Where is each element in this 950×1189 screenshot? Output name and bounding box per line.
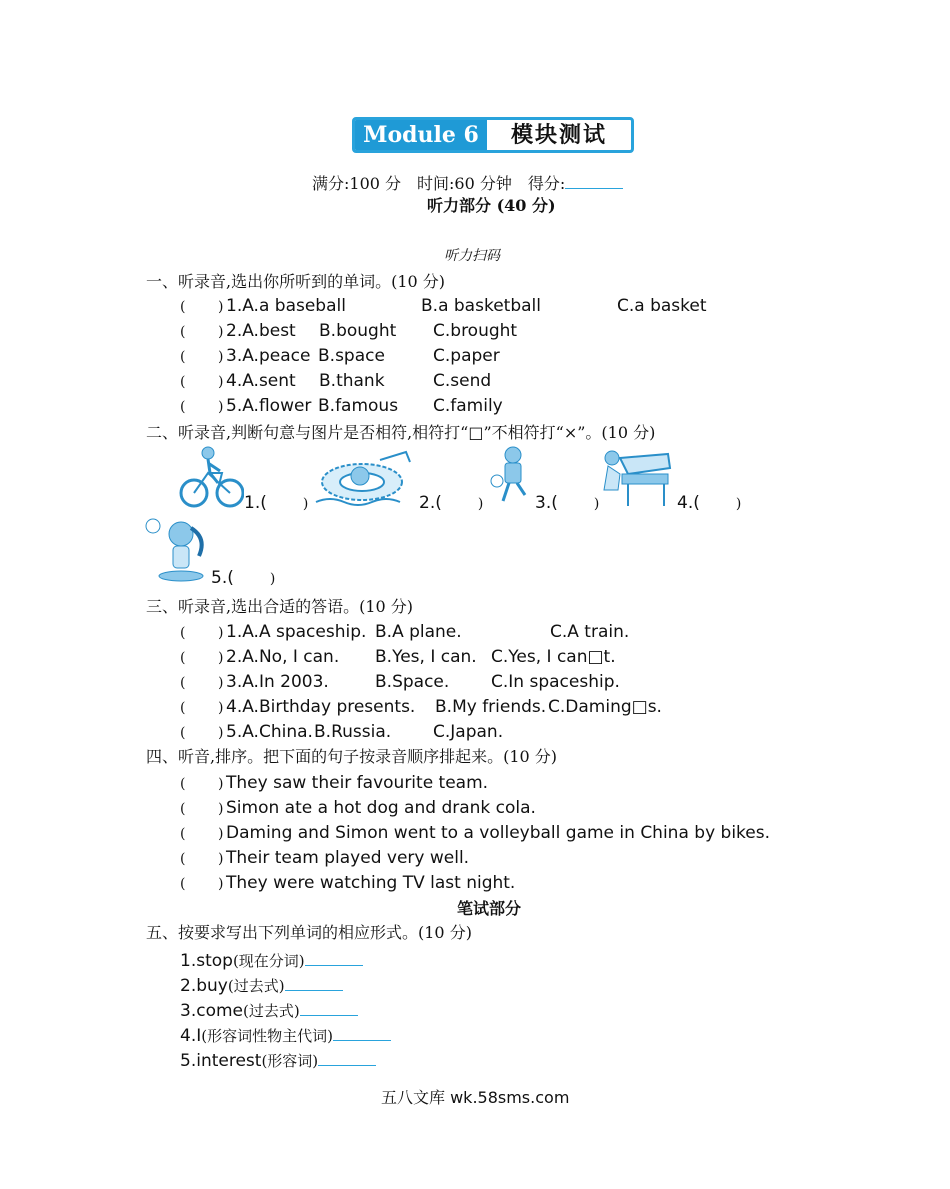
s4-close-paren-2: )	[218, 826, 224, 842]
s4-sentence-4: They were watching TV last night.	[226, 873, 516, 893]
s1-answer-slot-3[interactable]	[188, 370, 218, 390]
s4-sentence-0: They saw their favourite team.	[226, 773, 489, 793]
score-line	[312, 170, 623, 195]
s4-answer-slot-3[interactable]	[188, 847, 218, 867]
s1-option-b-1[interactable]: B.bought	[319, 321, 397, 341]
s3-option-a-1[interactable]: 2.A.No, I can.	[226, 647, 340, 667]
s4-close-paren-1: )	[218, 801, 224, 817]
s1-open-paren-1: (	[180, 324, 186, 340]
s1-close-paren-3: )	[218, 374, 224, 390]
s3-option-c-4[interactable]: C.Japan.	[433, 722, 504, 742]
s3-close-paren-4: )	[218, 725, 224, 741]
s1-option-c-1[interactable]: C.brought	[433, 321, 518, 341]
s3-open-paren-3: (	[180, 700, 186, 716]
s4-open-paren-2: (	[180, 826, 186, 842]
s4-sentence-3: Their team played very well.	[226, 848, 470, 868]
s1-close-paren-1: )	[218, 324, 224, 340]
s5-answer-blank-0[interactable]	[305, 947, 363, 966]
s3-option-c-3[interactable]: C.Daming□s.	[548, 697, 662, 717]
s3-option-c-1[interactable]: C.Yes, I can□t.	[491, 647, 616, 667]
scan-label: 听力扫码	[444, 248, 500, 264]
s5-hint-4: (形容词)	[261, 1052, 319, 1070]
s1-option-c-2[interactable]: C.paper	[433, 346, 500, 366]
s5-item-4	[180, 1047, 376, 1072]
s1-answer-slot-4[interactable]	[188, 395, 218, 415]
cyclist-picture	[178, 443, 244, 509]
module-label: Module 6	[355, 120, 487, 150]
girl-volleyball-picture	[145, 516, 209, 584]
s3-option-a-2[interactable]: 3.A.In 2003.	[226, 672, 329, 692]
s5-item-1	[180, 972, 343, 997]
s3-close-paren-2: )	[218, 675, 224, 691]
s3-answer-slot-0[interactable]	[188, 621, 218, 641]
pic-label-4: 4.( )	[677, 493, 742, 513]
s5-hint-1: (过去式)	[227, 977, 285, 995]
s1-answer-slot-0[interactable]	[188, 295, 218, 315]
module-subtitle: 模块测试	[510, 122, 607, 148]
s1-option-b-0[interactable]: B.a basketball	[421, 296, 541, 316]
swimmer-picture	[310, 446, 416, 508]
s3-option-b-3[interactable]: B.My friends.	[435, 697, 547, 717]
s5-hint-0: (现在分词)	[232, 952, 305, 970]
s1-option-c-4[interactable]: C.family	[433, 396, 503, 416]
s4-open-paren-0: (	[180, 776, 186, 792]
s3-option-b-2[interactable]: B.Space.	[375, 672, 450, 692]
piano-player-picture	[598, 440, 674, 510]
s4-answer-slot-1[interactable]	[188, 797, 218, 817]
s3-option-b-1[interactable]: B.Yes, I can.	[375, 647, 477, 667]
s3-close-paren-3: )	[218, 700, 224, 716]
s3-answer-slot-1[interactable]	[188, 646, 218, 666]
pic-label-3: 3.( )	[535, 493, 600, 513]
s1-option-c-0[interactable]: C.a basket	[617, 296, 707, 316]
s5-answer-blank-2[interactable]	[300, 997, 358, 1016]
s3-option-c-2[interactable]: C.In spaceship.	[491, 672, 620, 692]
s3-close-paren-1: )	[218, 650, 224, 666]
s3-close-paren-0: )	[218, 625, 224, 641]
s1-close-paren-4: )	[218, 399, 224, 415]
section4-heading: 四、听音,排序。把下面的句子按录音顺序排起来。(10 分)	[146, 747, 558, 766]
section2-heading: 二、听录音,判断句意与图片是否相符,相符打“□”不相符打“×”。(10 分)	[146, 423, 656, 442]
s3-answer-slot-4[interactable]	[188, 721, 218, 741]
footer: 五八文库 wk.58sms.com	[381, 1088, 570, 1107]
s4-close-paren-3: )	[218, 851, 224, 867]
s1-open-paren-2: (	[180, 349, 186, 365]
s4-close-paren-4: )	[218, 876, 224, 892]
s4-open-paren-3: (	[180, 851, 186, 867]
s4-close-paren-0: )	[218, 776, 224, 792]
s1-option-a-1[interactable]: 2.A.best	[226, 321, 296, 341]
s3-option-a-4[interactable]: 5.A.China.	[226, 722, 313, 742]
s4-answer-slot-2[interactable]	[188, 822, 218, 842]
s4-sentence-1: Simon ate a hot dog and drank cola.	[226, 798, 536, 818]
s1-open-paren-4: (	[180, 399, 186, 415]
s4-open-paren-4: (	[180, 876, 186, 892]
s5-item-2	[180, 997, 358, 1022]
pic-label-5: 5.( )	[211, 568, 276, 588]
s3-option-a-0[interactable]: 1.A.A spaceship.	[226, 622, 367, 642]
s3-open-paren-2: (	[180, 675, 186, 691]
s1-answer-slot-2[interactable]	[188, 345, 218, 365]
s1-option-b-2[interactable]: B.space	[318, 346, 385, 366]
s1-option-a-3[interactable]: 4.A.sent	[226, 371, 296, 391]
s3-answer-slot-3[interactable]	[188, 696, 218, 716]
score-line-text: 满分:100 分 时间:60 分钟 得分:	[312, 174, 566, 193]
s1-open-paren-3: (	[180, 374, 186, 390]
s4-open-paren-1: (	[180, 801, 186, 817]
s3-open-paren-4: (	[180, 725, 186, 741]
s3-option-b-4[interactable]: B.Russia.	[314, 722, 392, 742]
s1-option-a-4[interactable]: 5.A.flower	[226, 396, 312, 416]
section3-heading: 三、听录音,选出合适的答语。(10 分)	[146, 597, 414, 616]
s5-answer-blank-1[interactable]	[285, 972, 343, 991]
score-blank[interactable]	[565, 170, 623, 189]
s3-option-c-0[interactable]: C.A train.	[550, 622, 630, 642]
s5-word-2: 3.come	[180, 1001, 243, 1021]
s5-word-3: 4.I	[180, 1026, 202, 1046]
s5-hint-3: (形容词性物主代词)	[201, 1027, 333, 1045]
s5-word-0: 1.stop	[180, 951, 233, 971]
s1-option-b-4[interactable]: B.famous	[318, 396, 399, 416]
pic-label-2: 2.( )	[419, 493, 484, 513]
s1-option-c-3[interactable]: C.send	[433, 371, 492, 391]
soccer-player-picture	[485, 443, 537, 509]
s1-option-a-0[interactable]: 1.A.a baseball	[226, 296, 346, 316]
s4-sentence-2: Daming and Simon went to a volleyball game in China by bikes.	[226, 823, 771, 843]
s1-option-b-3[interactable]: B.thank	[319, 371, 385, 391]
s5-word-4: 5.interest	[180, 1051, 262, 1071]
section1-heading: 一、听录音,选出你所听到的单词。(10 分)	[146, 272, 446, 291]
section5-heading: 五、按要求写出下列单词的相应形式。(10 分)	[146, 923, 472, 942]
s3-open-paren-0: (	[180, 625, 186, 641]
s1-close-paren-0: )	[218, 299, 224, 315]
s3-answer-slot-2[interactable]	[188, 671, 218, 691]
s5-answer-blank-4[interactable]	[318, 1047, 376, 1066]
s4-answer-slot-4[interactable]	[188, 872, 218, 892]
s5-hint-2: (过去式)	[243, 1002, 300, 1020]
s3-open-paren-1: (	[180, 650, 186, 666]
pic-label-1: 1.( )	[244, 493, 309, 513]
s1-option-a-2[interactable]: 3.A.peace	[226, 346, 311, 366]
listening-title: 听力部分 (40 分)	[427, 196, 556, 215]
s4-answer-slot-0[interactable]	[188, 772, 218, 792]
s1-open-paren-0: (	[180, 299, 186, 315]
s5-item-0	[180, 947, 363, 972]
s5-item-3	[180, 1022, 391, 1047]
s1-answer-slot-1[interactable]	[188, 320, 218, 340]
s5-answer-blank-3[interactable]	[333, 1022, 391, 1041]
s1-close-paren-2: )	[218, 349, 224, 365]
written-title: 笔试部分	[457, 899, 522, 918]
s5-word-1: 2.buy	[180, 976, 228, 996]
s3-option-b-0[interactable]: B.A plane.	[375, 622, 462, 642]
s3-option-a-3[interactable]: 4.A.Birthday presents.	[226, 697, 416, 717]
module-banner	[352, 117, 634, 153]
